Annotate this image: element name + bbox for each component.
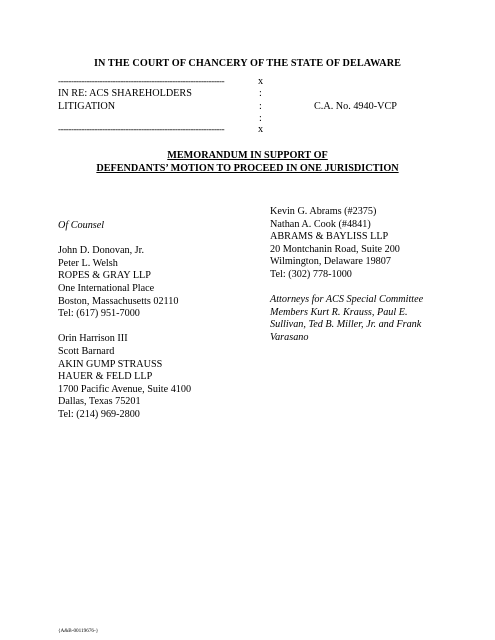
attorneys-for-line: Attorneys for ACS Special Committee: [270, 294, 424, 306]
counsel-line: Orin Harrison III: [58, 333, 128, 345]
right-signature-block: [270, 206, 423, 345]
firm-name: AKIN GUMP STRAUSS: [58, 358, 163, 370]
memo-title-line2: DEFENDANTS’ MOTION TO PROCEED IN ONE JURISDICTION: [96, 163, 399, 174]
phone-line: Tel: (302) 778-1000: [270, 268, 352, 280]
caption-party-line1: IN RE: ACS SHAREHOLDERS: [58, 88, 192, 99]
counsel-line: Peter L. Welsh: [58, 257, 118, 269]
caption-x-top: x: [258, 76, 264, 87]
left-signature-block: [58, 220, 191, 422]
caption-bottom-rule: ----------------------------------------------------------------: [58, 124, 225, 134]
phone-line: Tel: (214) 969-2800: [58, 408, 140, 420]
case-number: C.A. No. 4940-VCP: [314, 101, 397, 112]
caption-colon-2: :: [259, 101, 262, 112]
firm-name: ROPES & GRAY LLP: [58, 270, 151, 282]
attorneys-for-line: Sullivan, Ted B. Miller, Jr. and Frank: [270, 319, 422, 331]
attorneys-for-line: Members Kurt R. Krauss, Paul E.: [270, 306, 408, 318]
caption-party-line2: LITIGATION: [58, 101, 116, 112]
address-line: 20 Montchanin Road, Suite 200: [270, 243, 400, 255]
counsel-line: Nathan A. Cook (#4841): [270, 218, 371, 230]
counsel-line: John D. Donovan, Jr.: [58, 245, 145, 257]
document-footer-id: {A&B-00119676-}: [58, 628, 99, 634]
attorneys-for-line: Varasano: [270, 331, 309, 343]
caption-top-rule: ----------------------------------------------------------------: [58, 76, 225, 86]
firm-name: HAUER & FELD LLP: [58, 371, 153, 383]
memo-title-line1: MEMORANDUM IN SUPPORT OF: [167, 150, 328, 161]
address-line: Boston, Massachusetts 02110: [58, 295, 179, 307]
caption-colon-3: :: [259, 113, 262, 124]
address-line: 1700 Pacific Avenue, Suite 4100: [58, 383, 192, 395]
counsel-line: Scott Barnard: [58, 345, 115, 357]
of-counsel-label: Of Counsel: [58, 220, 105, 231]
firm-name: ABRAMS & BAYLISS LLP: [270, 231, 389, 243]
address-line: Dallas, Texas 75201: [58, 396, 141, 408]
phone-line: Tel: (617) 951-7000: [58, 308, 140, 320]
counsel-line: Kevin G. Abrams (#2375): [270, 206, 377, 217]
address-line: One International Place: [58, 282, 155, 294]
address-line: Wilmington, Delaware 19807: [270, 256, 391, 268]
caption-colon-1: :: [259, 88, 262, 99]
caption-x-bottom: x: [258, 124, 264, 135]
court-heading: IN THE COURT OF CHANCERY OF THE STATE OF DELAWARE: [93, 58, 402, 69]
